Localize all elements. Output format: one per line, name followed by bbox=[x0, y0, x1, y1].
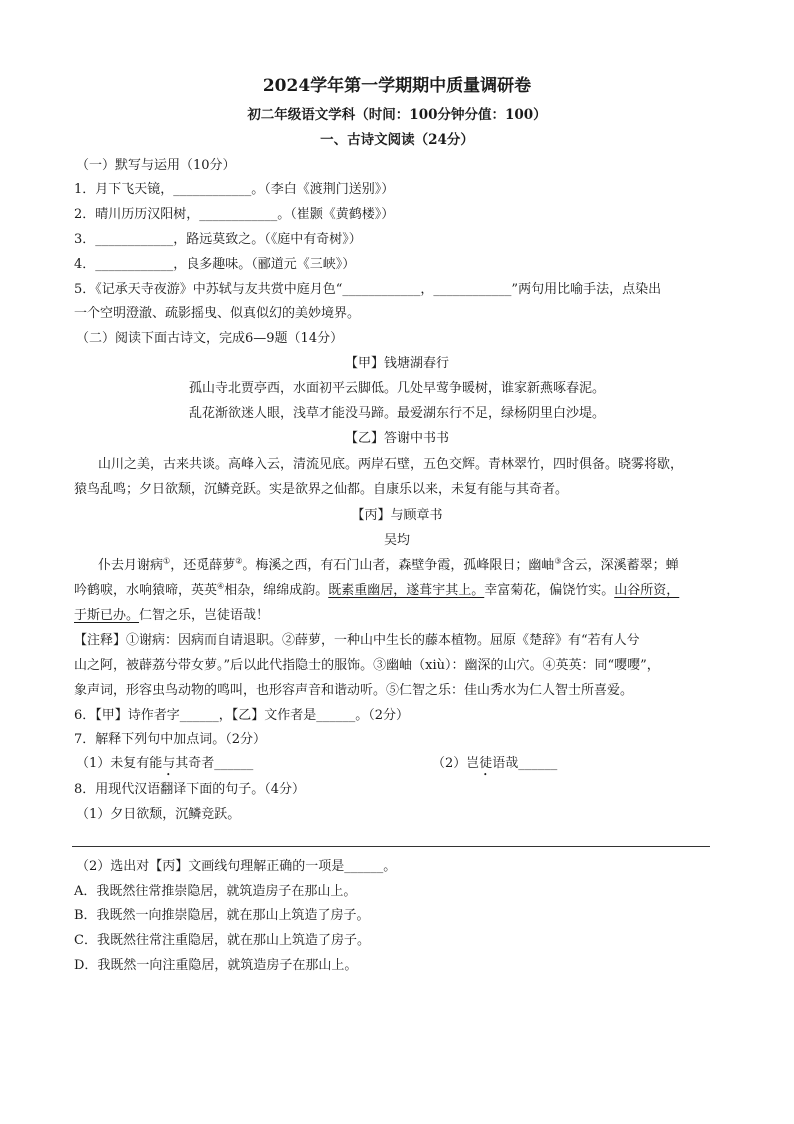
underlined-sentence-2a: 山谷所资， bbox=[614, 583, 680, 598]
footnote-mark: ③ bbox=[554, 556, 562, 566]
footnote-mark: ② bbox=[235, 556, 243, 566]
question-8-1: （1）夕日欲颓，沉鳞竞跃。 bbox=[76, 807, 241, 822]
question-6: 6．【甲】诗作者字______，【乙】文作者是______。（2分） bbox=[74, 708, 410, 723]
underlined-sentence: 既素重幽居，遂葺宇其上。 bbox=[328, 583, 485, 598]
question-8: 8．用现代汉语翻译下面的句子。（4分） bbox=[74, 782, 306, 797]
footnote-mark: ④ bbox=[217, 581, 225, 591]
text-bing-author: 吴均 bbox=[383, 533, 410, 548]
question-7-1: （1）未复有能与其奇者______ bbox=[76, 756, 254, 771]
text-bing-line3: 于斯已办。仁智之乐，岂徒语哉！ bbox=[74, 608, 270, 623]
option-c: C．我既然往常注重隐居，就在那山上筑造了房子。 bbox=[74, 933, 370, 948]
option-a: A．我既然往常推崇隐居，就筑造房子在那山上。 bbox=[74, 884, 357, 899]
text-yi-line1: 山川之美，古来共谈。高峰入云，清流见底。两岸石壁，五色交辉。青林翠竹，四时俱备。晓雾将歇， bbox=[98, 457, 684, 472]
part2-heading: （二）阅读下面古诗文，完成6—9题（14分） bbox=[76, 331, 344, 346]
answer-line bbox=[72, 846, 710, 847]
question-7-2: （2）岂徒语哉______ bbox=[432, 756, 558, 771]
text-bing-line1: 仆去月谢病①，还觅薛萝②。梅溪之西，有石门山者，森壁争霞，孤峰限日；幽岫③含云，深溪蓄翠；蝉 bbox=[98, 556, 679, 573]
footnote-mark: ① bbox=[163, 556, 171, 566]
part1-heading: （一）默写与运用（10分） bbox=[76, 158, 236, 173]
question-7: 7．解释下列句中加点词。（2分） bbox=[74, 732, 267, 747]
section-heading: 一、古诗文阅读（24分） bbox=[320, 132, 474, 148]
text-yi-title: 【乙】答谢中书书 bbox=[344, 431, 449, 446]
annotation-line2: 山之阿，被薜荔兮带女萝。”后以此代指隐士的服饰。③幽岫（xiù）：幽深的山穴。④英英：同“嘤嘤”， bbox=[74, 658, 660, 673]
question-1: 1．月下飞天镜，____________。（李白《渡荆门送别》） bbox=[74, 182, 395, 197]
text-bing-title: 【丙】与顾章书 bbox=[351, 508, 443, 523]
question-8-2: （2）选出对【丙】文画线句理解正确的一项是______。 bbox=[76, 859, 397, 874]
poem-jia-title: 【甲】钱塘湖春行 bbox=[344, 356, 449, 371]
annotation-line3: 象声词，形容虫鸟动物的鸣叫，也形容声音和谐动听。⑤仁智之乐：佳山秀水为仁人智士所喜爱。 bbox=[74, 683, 634, 698]
poem-jia-line2: 乱花渐欲迷人眼，浅草才能没马蹄。最爱湖东行不足，绿杨阴里白沙堤。 bbox=[188, 406, 605, 421]
question-5-line2: 一个空明澄澈、疏影摇曳、似真似幻的美妙境界。 bbox=[74, 306, 361, 321]
exam-subtitle: 初二年级语文学科（时间：100分钟分值：100） bbox=[247, 107, 547, 123]
option-b: B．我既然一向推崇隐居，就在那山上筑造了房子。 bbox=[74, 908, 370, 923]
dotted-word: 徒 bbox=[479, 756, 493, 771]
poem-jia-line1: 孤山寺北贾亭西，水面初平云脚低。几处早莺争暖树，谁家新燕啄春泥。 bbox=[188, 381, 605, 396]
question-4: 4．____________，良多趣味。（郦道元《三峡》） bbox=[74, 257, 356, 272]
text-yi-line2: 猿鸟乱鸣；夕日欲颓，沉鳞竞跃。实是欲界之仙都。自康乐以来，未复有能与其奇者。 bbox=[74, 482, 569, 497]
exam-title: 2024学年第一学期期中质量调研卷 bbox=[262, 76, 532, 96]
text-bing-line2: 吟鹤唳，水响猿啼，英英④相杂，绵绵成韵。既素重幽居，遂葺宇其上。幸富菊花，偏饶竹实。山谷所资， bbox=[74, 581, 680, 598]
question-5-line1: 5．《记承天寺夜游》中苏轼与友共赏中庭月色“____________，____________”两句用比喻手法，点染出 bbox=[74, 282, 662, 297]
dotted-word: 与 bbox=[162, 756, 176, 771]
annotation-line1: 【注释】①谢病：因病而自请退职。②薛萝，一种山中生长的藤本植物。屈原《楚辞》有“若有人兮 bbox=[74, 633, 640, 648]
option-d: D．我既然一向注重隐居，就筑造房子在那山上。 bbox=[74, 958, 358, 973]
question-2: 2．晴川历历汉阳树，____________。（崔颢《黄鹤楼》） bbox=[74, 207, 395, 222]
question-3: 3．____________，路远莫致之。（《庭中有奇树》） bbox=[74, 232, 362, 247]
underlined-sentence-2b: 于斯已办。 bbox=[74, 608, 140, 623]
